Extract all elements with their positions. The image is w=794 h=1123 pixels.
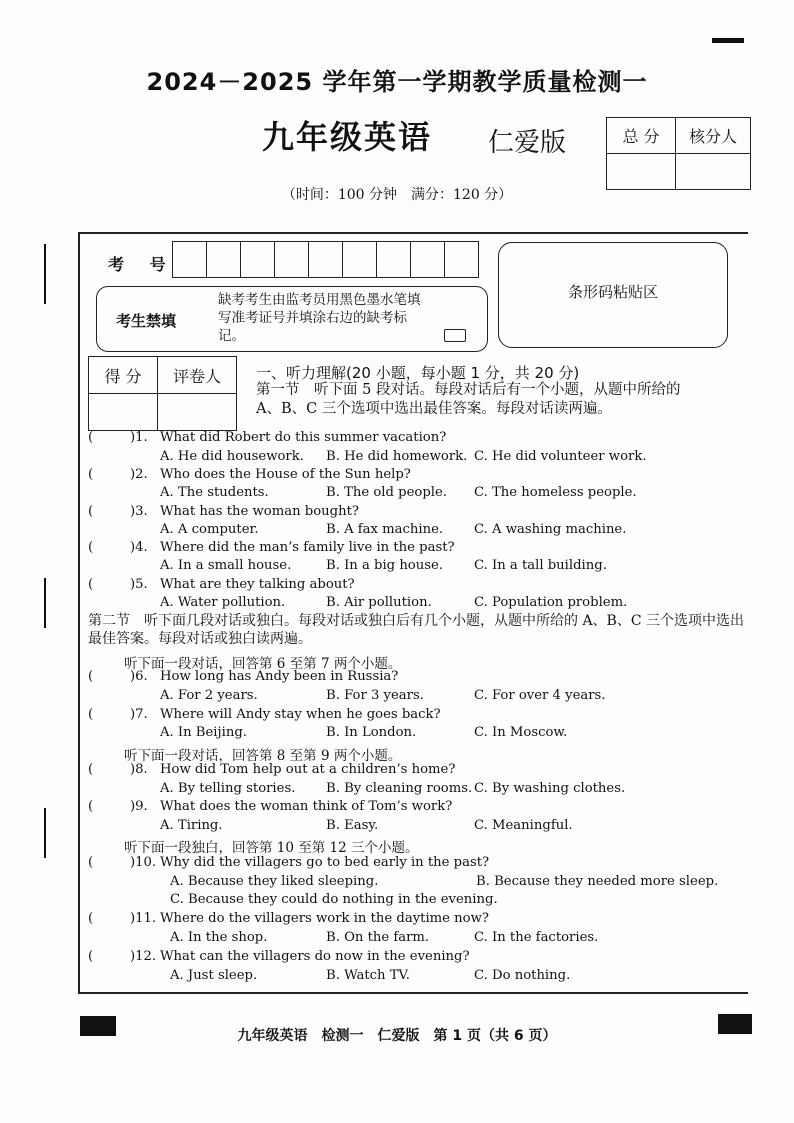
dialogue-note: 听下面一段对话，回答第 8 至第 9 两个小题。 (124, 748, 402, 764)
exam-meta: （时间：100 分钟 满分：120 分） (281, 187, 513, 203)
question-item (88, 762, 455, 777)
option-a: A. Water pollution. (160, 595, 286, 610)
answer-blank[interactable]: ( (88, 707, 94, 722)
question-text: Where do the villagers work in the daytime now? (160, 911, 489, 926)
section2-instructions: 第二节 听下面几段对话或独白。每段对话或独白后有几个小题，从题中所给的 A、B、C 三个选项中选出最佳答案。每段对话或独白读两遍。 (88, 613, 745, 647)
binding-line (44, 808, 46, 858)
exam-number-digit[interactable] (411, 242, 445, 277)
exam-number-label: 考 号 (108, 255, 176, 274)
option-c: C. Because they could do nothing in the evening. (170, 892, 498, 907)
question-text: What has the woman bought? (160, 504, 359, 519)
exam-number-digit[interactable] (207, 242, 241, 277)
question-item (88, 855, 489, 870)
question-item (88, 467, 411, 482)
top-right-mark (712, 38, 744, 43)
score-cell[interactable] (89, 394, 158, 431)
exam-number-digit[interactable] (343, 242, 377, 277)
question-item (88, 707, 441, 722)
absence-title: 考生禁填 (116, 312, 177, 330)
option-c: C. Population problem. (474, 595, 628, 610)
exam-number-digit[interactable] (173, 242, 207, 277)
option-c: C. By washing clothes. (474, 781, 626, 796)
question-item (88, 911, 489, 926)
option-a: A. Tiring. (160, 818, 223, 833)
answer-blank[interactable]: ( (88, 540, 94, 555)
score-label: 得 分 (89, 357, 158, 394)
option-c: C. For over 4 years. (474, 688, 606, 703)
total-score-table (606, 117, 751, 190)
question-number: )2. (130, 467, 148, 482)
absence-instructions: 缺考考生由监考员用黑色墨水笔填写准考证号并填涂右边的缺考标记。 (218, 292, 421, 344)
answer-blank[interactable]: ( (88, 911, 94, 926)
question-text: How did Tom help out at a children’s home? (160, 762, 456, 777)
question-item (88, 540, 455, 555)
question-item (88, 799, 452, 814)
answer-blank[interactable]: ( (88, 504, 94, 519)
answer-blank[interactable]: ( (88, 855, 94, 870)
question-text: What does the woman think of Tom’s work? (160, 799, 453, 814)
answer-blank[interactable]: ( (88, 949, 94, 964)
option-a: A. Because they liked sleeping. (170, 874, 379, 889)
part1-heading: 一、听力理解(20 小题，每小题 1 分，共 20 分) (256, 364, 580, 382)
question-number: )5. (130, 577, 148, 592)
barcode-area (498, 242, 728, 348)
exam-number-digit[interactable] (445, 242, 478, 277)
option-a: A. In the shop. (170, 930, 268, 945)
option-b: B. Easy. (326, 818, 379, 833)
question-item (88, 577, 355, 592)
option-b: B. For 3 years. (326, 688, 424, 703)
option-b: B. By cleaning rooms. (326, 781, 473, 796)
binding-line (44, 578, 46, 628)
option-a: A. For 2 years. (160, 688, 258, 703)
dialogue-note: 听下面一段对话，回答第 6 至第 7 两个小题。 (124, 656, 402, 672)
dialogue-note: 听下面一段独白，回答第 10 至第 12 三个小题。 (124, 840, 419, 856)
question-number: )4. (130, 540, 148, 555)
exam-number-digit[interactable] (309, 242, 343, 277)
option-b: B. On the farm. (326, 930, 430, 945)
answer-blank[interactable]: ( (88, 762, 94, 777)
absence-mark-checkbox[interactable] (444, 329, 466, 342)
question-text: What did Robert do this summer vacation? (160, 430, 447, 445)
option-c: C. A washing machine. (474, 522, 627, 537)
option-a: A. By telling stories. (160, 781, 296, 796)
checker-label: 核分人 (676, 118, 751, 154)
answer-blank[interactable]: ( (88, 430, 94, 445)
question-item (88, 669, 398, 684)
question-number: )10. (130, 855, 157, 870)
option-c: C. In Moscow. (474, 725, 568, 740)
question-text: What can the villagers do now in the evening? (160, 949, 470, 964)
subject-title: 九年级英语 (262, 118, 433, 156)
question-number: )7. (130, 707, 148, 722)
question-number: )6. (130, 669, 148, 684)
section1-instructions: 第一节 听下面 5 段对话。每段对话后有一个小题，从题中所给的 A、B、C 三个选项中选出最佳答案。每段对话读两遍。 (256, 382, 681, 417)
exam-number-digit[interactable] (241, 242, 275, 277)
exam-number-digit[interactable] (377, 242, 411, 277)
option-b: B. Watch TV. (326, 968, 410, 983)
question-number: )11. (130, 911, 157, 926)
option-a: A. Just sleep. (170, 968, 258, 983)
answer-blank[interactable]: ( (88, 577, 94, 592)
exam-number-digit[interactable] (275, 242, 309, 277)
question-number: )1. (130, 430, 148, 445)
total-score-label: 总 分 (607, 118, 676, 154)
option-b: B. He did homework. (326, 449, 468, 464)
edition-label: 仁爱版 (488, 128, 567, 158)
page-title: 2024－2025 学年第一学期教学质量检测一 (146, 68, 648, 96)
option-b: B. In London. (326, 725, 417, 740)
option-b: B. Because they needed more sleep. (476, 874, 719, 889)
option-b: B. A fax machine. (326, 522, 444, 537)
option-c: C. He did volunteer work. (474, 449, 647, 464)
question-text: Why did the villagers go to bed early in the past? (160, 855, 490, 870)
binding-line (44, 244, 46, 304)
page-footer: 九年级英语 检测一 仁爱版 第 1 页（共 6 页） (237, 1028, 557, 1044)
question-number: )3. (130, 504, 148, 519)
question-text: Who does the House of the Sun help? (160, 467, 411, 482)
option-a: A. A computer. (160, 522, 259, 537)
answer-blank[interactable]: ( (88, 799, 94, 814)
question-text: What are they talking about? (160, 577, 355, 592)
grader-cell[interactable] (158, 394, 237, 431)
question-item (88, 949, 470, 964)
exam-number-input[interactable] (172, 241, 479, 278)
question-text: Where did the man’s family live in the past? (160, 540, 455, 555)
total-score-cell[interactable] (607, 154, 676, 190)
grader-label: 评卷人 (158, 357, 237, 394)
option-a: A. The students. (160, 485, 269, 500)
answer-blank[interactable]: ( (88, 669, 94, 684)
option-b: B. Air pollution. (326, 595, 432, 610)
option-c: C. In a tall building. (474, 558, 607, 573)
option-c: C. In the factories. (474, 930, 599, 945)
checker-cell[interactable] (676, 154, 751, 190)
option-a: A. In Beijing. (160, 725, 247, 740)
question-item (88, 504, 359, 519)
question-number: )9. (130, 799, 148, 814)
option-a: A. He did housework. (160, 449, 304, 464)
option-b: B. The old people. (326, 485, 447, 500)
option-b: B. In a big house. (326, 558, 444, 573)
option-c: C. Meaningful. (474, 818, 573, 833)
option-a: A. In a small house. (160, 558, 292, 573)
barcode-label: 条形码粘贴区 (567, 282, 658, 301)
option-c: C. Do nothing. (474, 968, 571, 983)
grader-table (88, 356, 237, 431)
option-c: C. The homeless people. (474, 485, 637, 500)
question-text: Where will Andy stay when he goes back? (160, 707, 441, 722)
question-text: How long has Andy been in Russia? (160, 669, 399, 684)
question-number: )12. (130, 949, 157, 964)
answer-blank[interactable]: ( (88, 467, 94, 482)
question-number: )8. (130, 762, 148, 777)
question-item (88, 430, 446, 445)
